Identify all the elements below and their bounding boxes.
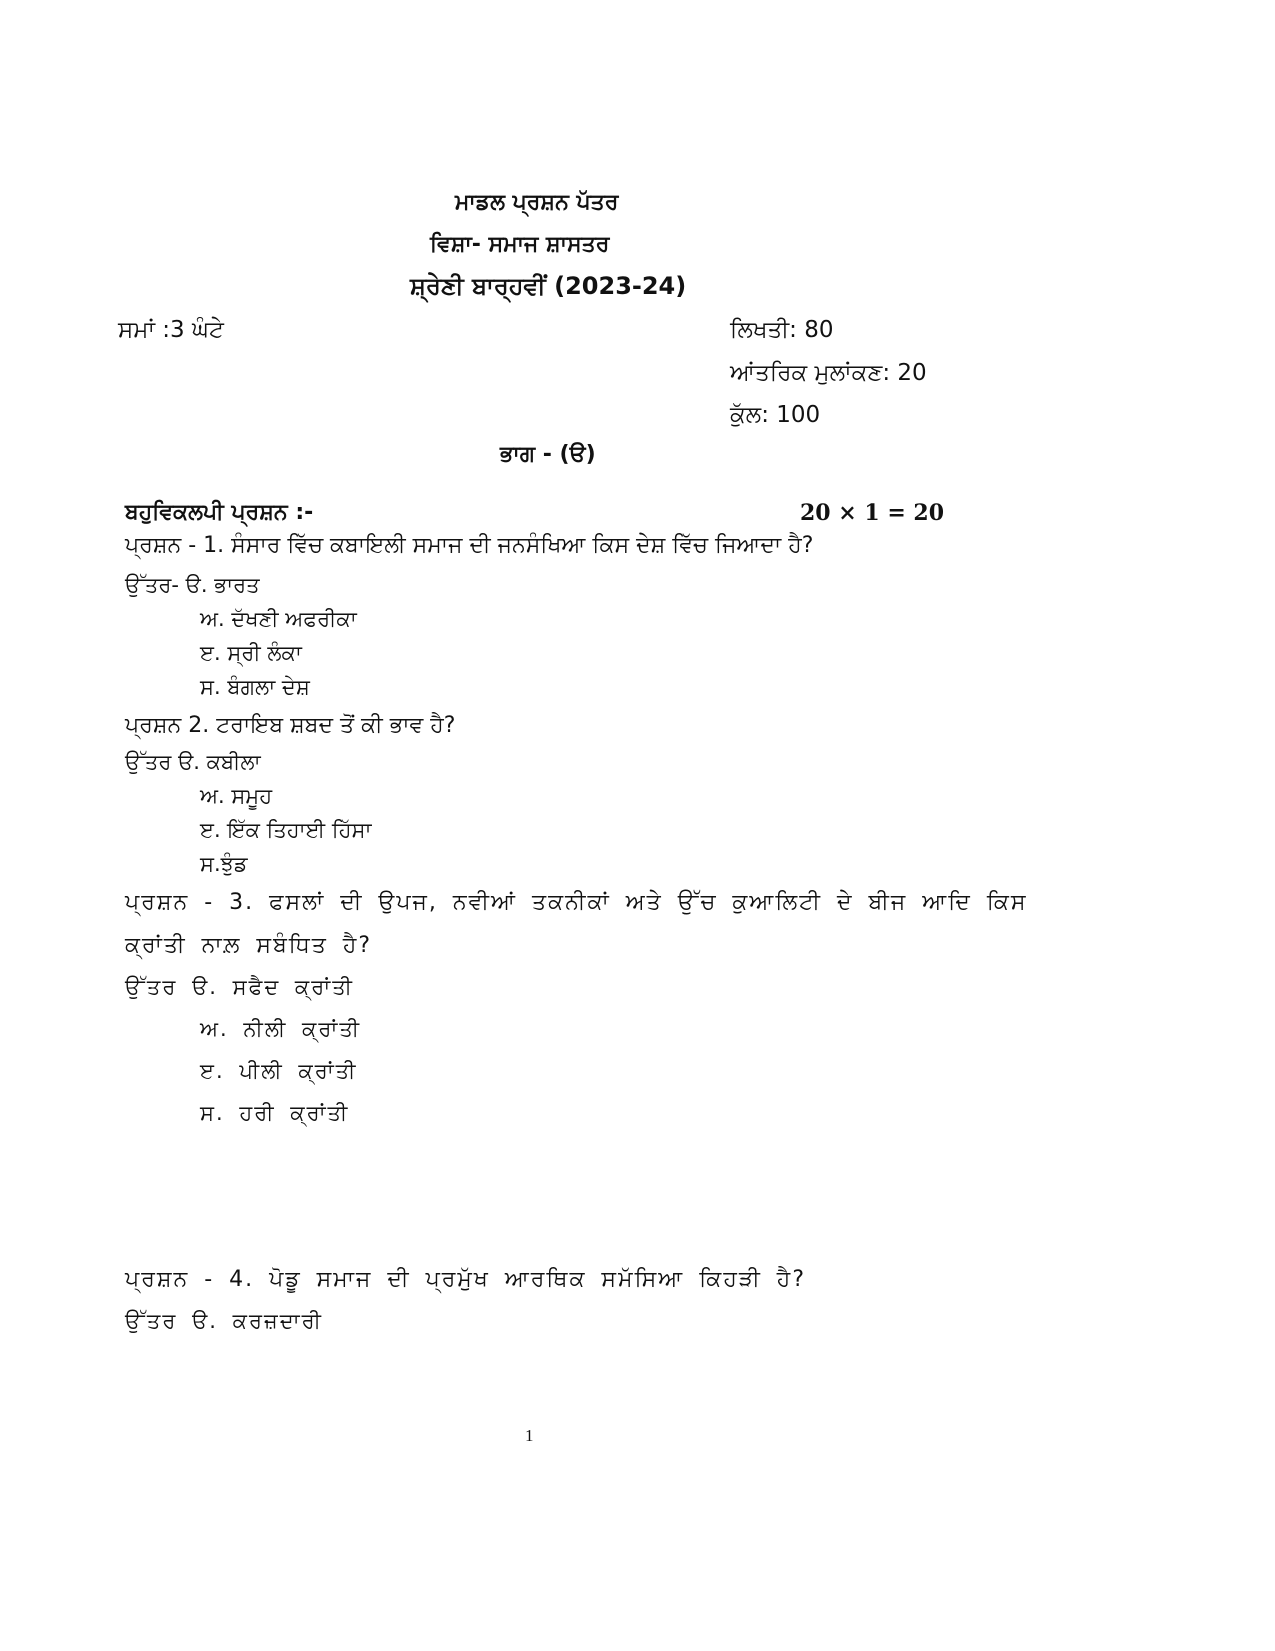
q3-option-c: ੲ. ਪੀਲੀ ਕ੍ਰਾਂਤੀ	[200, 1059, 358, 1083]
q1-option-b: ਅ. ਦੱਖਣੀ ਅਫਰੀਕਾ	[200, 607, 357, 631]
section-label: ਬਹੁਵਿਕਲਪੀ ਪ੍ਰਸ਼ਨ :-	[125, 500, 314, 525]
total-marks: ਕੁੱਲ: 100	[730, 402, 821, 428]
question-1: ਪ੍ਰਸ਼ਨ - 1. ਸੰਸਾਰ ਵਿੱਚ ਕਬਾਇਲੀ ਸਮਾਜ ਦੀ ਜਨਸੰਖਿਆ ਕਿਸ ਦੇਸ਼ ਵਿੱਚ ਜਿਆਦਾ ਹੈ?	[125, 533, 814, 558]
time-allowed: ਸਮਾਂ :3 ਘੰਟੇ	[118, 317, 224, 343]
question-2: ਪ੍ਰਸ਼ਨ 2. ਟਰਾਇਬ ਸ਼ਬਦ ਤੋਂ ਕੀ ਭਾਵ ਹੈ?	[125, 713, 456, 738]
q4-option-a: ਉੱਤਰ ੳ. ਕਰਜ਼ਦਾਰੀ	[125, 1309, 323, 1333]
q3-option-d: ਸ. ਹਰੀ ਕ੍ਰਾਂਤੀ	[200, 1101, 350, 1125]
q2-option-c: ੲ. ਇੱਕ ਤਿਹਾਈ ਹਿੱਸਾ	[200, 818, 372, 842]
q1-option-d: ਸ. ਬੰਗਲਾ ਦੇਸ਼	[200, 675, 310, 699]
question-4: ਪ੍ਰਸ਼ਨ - 4. ਪੋਡੂ ਸਮਾਜ ਦੀ ਪ੍ਰਮੁੱਖ ਆਰਥਿਕ ਸਮੱਸਿਆ ਕਿਹੜੀ ਹੈ?	[125, 1267, 806, 1292]
written-marks: ਲਿਖਤੀ: 80	[730, 317, 834, 343]
q2-option-d: ਸ.ਝੁੰਡ	[200, 852, 248, 876]
q1-option-a: ਉੱਤਰ- ੳ. ਭਾਰਤ	[125, 573, 260, 597]
subject-line: ਵਿਸ਼ਾ- ਸਮਾਜ ਸ਼ਾਸਤਰ	[430, 232, 610, 257]
q2-option-a: ਉੱਤਰ ੳ. ਕਬੀਲਾ	[125, 750, 261, 774]
q3-option-b: ਅ. ਨੀਲੀ ਕ੍ਰਾਂਤੀ	[200, 1017, 362, 1041]
internal-assessment-marks: ਆਂਤਰਿਕ ਮੁਲਾਂਕਣ: 20	[730, 360, 927, 386]
section-marks: 20 × 1 = 20	[800, 500, 945, 526]
page-number: 1	[525, 1426, 534, 1445]
question-3-line-2: ਕ੍ਰਾਂਤੀ ਨਾਲ਼ ਸਬੰਧਿਤ ਹੈ?	[125, 933, 373, 958]
question-3-line-1: ਪ੍ਰਸ਼ਨ - 3. ਫਸਲਾਂ ਦੀ ਉਪਜ, ਨਵੀਆਂ ਤਕਨੀਕਾਂ ਅਤੇ ਉੱਚ ਕੁਆਲਿਟੀ ਦੇ ਬੀਜ ਆਦਿ ਕਿਸ	[125, 890, 1028, 915]
q1-option-c: ੲ. ਸ੍ਰੀ ਲੰਕਾ	[200, 641, 302, 665]
class-line: ਸ਼੍ਰੇਣੀ ਬਾਰ੍ਹਵੀਂ (2023-24)	[410, 272, 687, 300]
paper-title: ਮਾਡਲ ਪ੍ਰਸ਼ਨ ਪੱਤਰ	[455, 190, 619, 215]
q2-option-b: ਅ. ਸਮੂਹ	[200, 784, 273, 808]
q3-option-a: ਉੱਤਰ ੳ. ਸਫੈਦ ਕ੍ਰਾਂਤੀ	[125, 975, 354, 999]
section-title: ਭਾਗ - (ੳ)	[500, 442, 596, 467]
